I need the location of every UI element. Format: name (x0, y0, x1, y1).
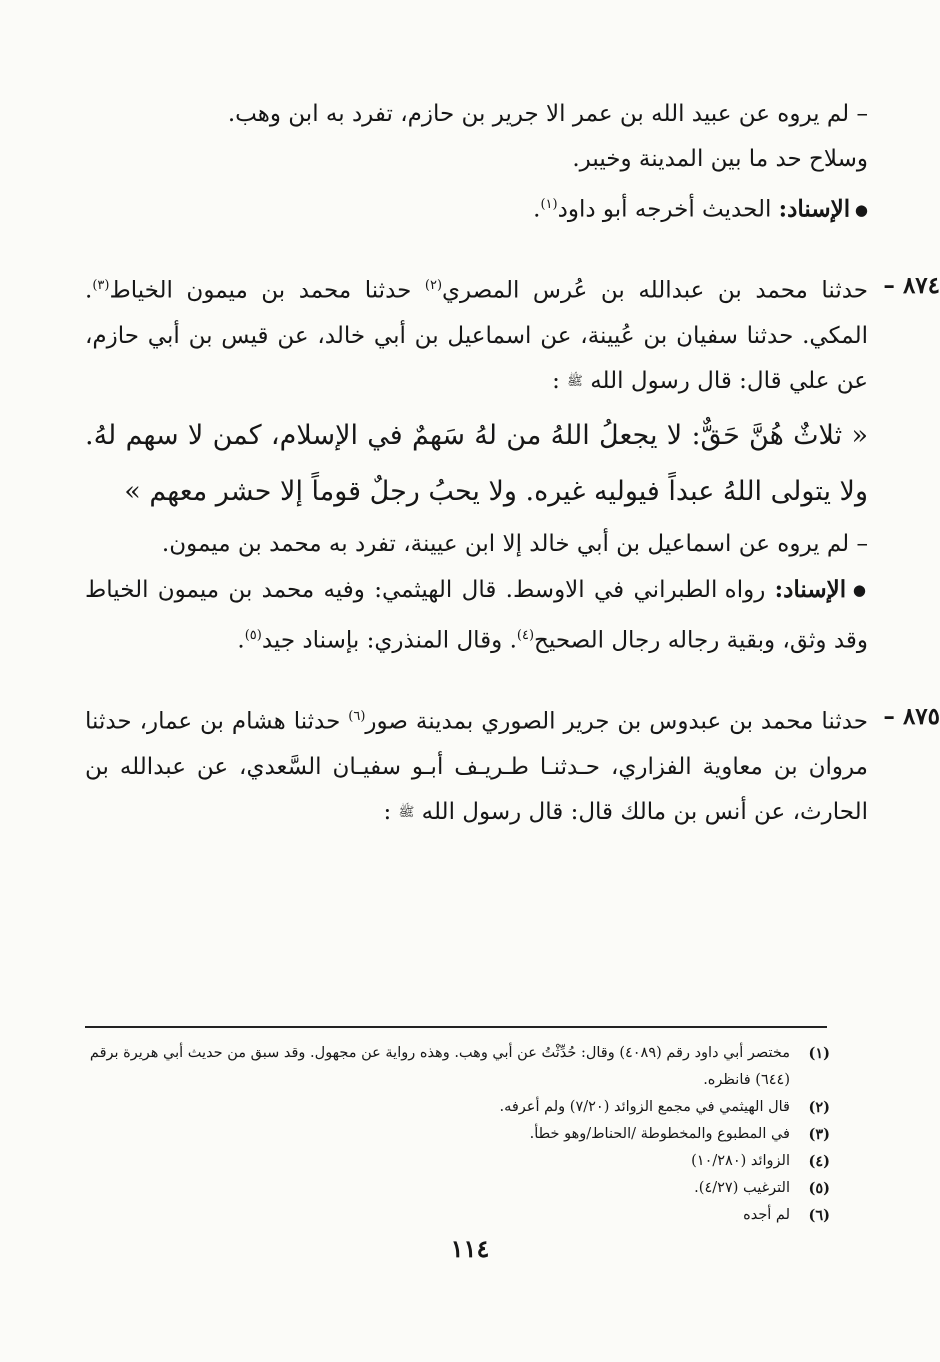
footnote-text: في المطبوع والمخطوطة /الحناط/وهو خطأ. (529, 1126, 790, 1142)
footnote-ref: (٤) (516, 628, 535, 644)
footnote-ref: (٦) (348, 708, 366, 724)
footnote-divider (85, 1026, 827, 1028)
footnote-text: لم أجده (743, 1207, 790, 1223)
footnote-text: مختصر أبي داود رقم (٤٠٨٩) وقال: حُدِّثْتُ عن أبي وهب. وهذه رواية عن مجهول. وقد سبق من حديث أبي هريرة برقم (٦٤٤) فانظره. (89, 1045, 790, 1088)
page-body (85, 92, 940, 835)
footnote-ref: (٣) (92, 278, 110, 294)
chain-text-1: حدثنا محمد بن عبدالله بن عُرس المصري (442, 277, 869, 304)
footnote-2 (85, 1094, 830, 1121)
footnote-number: (٦) (808, 1207, 830, 1224)
footnote-text: قال الهيثمي في مجمع الزوائد (٧/٢٠) ولم أعرفه. (499, 1099, 790, 1115)
prev-hadith-note-2: وسلاح حد ما بين المدينة وخيبر. (572, 146, 868, 172)
isnad-text-b: . وقال المنذري: بإسناد جيد (261, 627, 517, 654)
colon: : (552, 367, 560, 394)
footnotes (85, 1040, 830, 1229)
footnote-ref: (٢) (424, 278, 443, 294)
hadith-874-note: – لم يروه عن اسماعيل بن أبي خالد إلا ابن عيينة، تفرد به محمد بن ميمون. (161, 530, 868, 557)
footnote-6 (85, 1202, 830, 1229)
chain-text-2: حدثنا محمد بن ميمون الخياط (109, 277, 412, 304)
chain-text-3: . المكي. حدثنا سفيان بن عُيينة، عن اسماعيل بن أبي خالد، عن قيس بن أبي حازم، عن علي قال: قال رسول الله (85, 277, 868, 394)
hadith-875-chain (85, 694, 940, 835)
footnote-number: (١) (808, 1045, 830, 1062)
footnote-number: (٤) (808, 1153, 830, 1170)
footnote-ref: (١) (540, 197, 558, 212)
hadith-number: ٨٧٥ – (883, 702, 940, 730)
footnote-5 (85, 1175, 830, 1202)
chain-text-2: حدثنا هشام بن عمار، حدثنا مروان بن معاوية الفزاري، حـدثنـا طـريـف أبـو سفيـان السَّعدي، عن عبدالله بن الحارث، عن أنس بن مالك قال: قال رسول الله (85, 708, 868, 825)
footnote-text: الترغيب (٤/٢٧). (694, 1180, 790, 1196)
footnote-ref: (٥) (244, 628, 262, 644)
footnote-number: (٥) (808, 1180, 830, 1197)
hadith-874-isnad (85, 567, 868, 664)
isnad-text-a: رواه الطبراني في الاوسط. قال الهيثمي: وفيه محمد بن ميمون الخياط وقد وثق، وبقية رجاله رجال الصحيح (85, 576, 868, 654)
prev-hadith-note: – لم يروه عن عبيد الله بن عمر الا جرير بن حازم، تفرد به ابن وهب. (227, 101, 868, 127)
footnote-number: (٢) (808, 1099, 830, 1116)
footnote-text: الزوائد (١٠/٢٨٠) (691, 1153, 790, 1169)
isnad-text: الحديث أخرجه أبو داود (557, 196, 772, 223)
hadith-874-matn: « ثلاثٌ هُنَّ حَقٌّ: لا يجعلُ اللهُ من لهُ سَهمٌ في الإسلام، كمن لا سهم لهُ. ولا يتولى اللهُ عبداً فيوليه غيره. ولا يحبُ رجلٌ قوماً إلا حشر معهم » (85, 419, 868, 507)
hadith-874-chain (85, 263, 940, 404)
hadith-875 (85, 694, 940, 835)
footnote-1 (85, 1040, 830, 1094)
footnote-4 (85, 1148, 830, 1175)
isnad-label: الإسناد: (778, 195, 851, 223)
isnad-text-c: . (237, 627, 245, 654)
isnad-label: الإسناد: (774, 575, 847, 603)
hadith-874 (85, 263, 940, 664)
end-dot: . (533, 196, 541, 223)
chain-text-1: حدثنا محمد بن عبدوس بن جرير الصوري بمدينة صور (365, 708, 869, 735)
salawat-seal-icon: ﷺ (567, 374, 583, 390)
hadith-number: ٨٧٤ – (883, 272, 940, 300)
prev-isnad (85, 182, 868, 233)
footnote-number: (٣) (808, 1126, 830, 1143)
colon: : (383, 798, 392, 825)
salawat-seal-icon: ﷺ (398, 805, 415, 821)
page-number: ١١٤ (450, 1234, 490, 1263)
footnote-3 (85, 1121, 830, 1148)
